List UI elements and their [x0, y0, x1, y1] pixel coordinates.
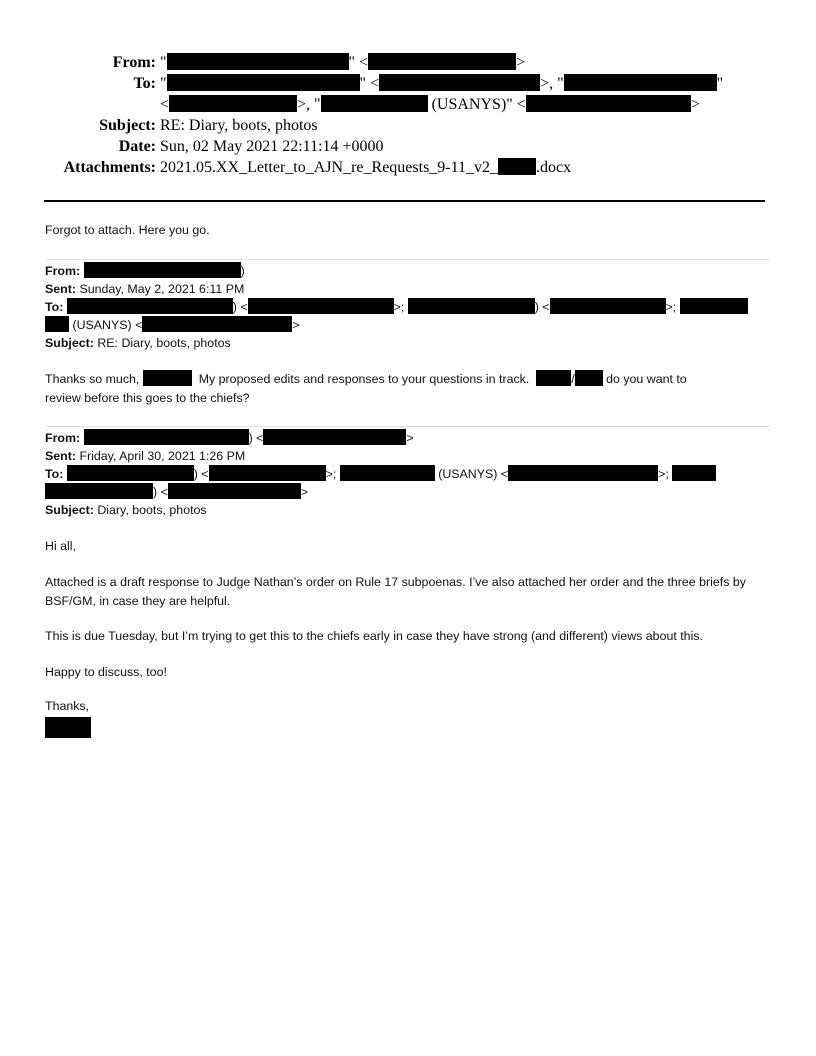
usanys-text: (USANYS): [431, 96, 507, 113]
reply-body: [45, 221, 775, 240]
message2-subject: RE: Diary, boots, photos: [97, 336, 231, 350]
message2-body: Thanks so much, My proposed edits and responses to your questions in track. / do you want to review before this goes to the chiefs?: [45, 372, 687, 405]
redaction: [45, 717, 91, 738]
redaction: [45, 483, 153, 499]
redaction: [167, 74, 360, 91]
signoff: Thanks,: [45, 699, 90, 713]
redaction: [526, 95, 691, 112]
redaction: [167, 53, 349, 70]
message3-sent: Friday, April 30, 2021 1:26 PM: [79, 449, 246, 463]
header-attachments-row: [0, 157, 816, 178]
message2-meta: From: ) Sent: Sunday, May 2, 2021 6:11 PM To: ) < >; ) < >; (USANYS) < > Subject: RE: Diary, boots, photos: [45, 262, 775, 352]
redaction: [536, 370, 571, 386]
reply-text: Forgot to attach. Here you go.: [45, 223, 210, 237]
header-date-row: [0, 136, 816, 157]
date-value: Sun, 02 May 2021 22:11:14 +0000: [160, 138, 384, 155]
email-header: From: " " < > To: " " < >, " " < >, " (USANYS)" < > Subject: RE: Diary, boots, photos Date: Sun, 02 May 2021 22:11:14 +0000 Attachments: 2021.05.XX_Letter_to_AJN_re_Requests_9-11_v2_ .docx: [0, 52, 816, 178]
message2-sent: Sunday, May 2, 2021 6:11 PM: [79, 282, 245, 296]
redaction: [680, 298, 748, 314]
redaction: [672, 465, 716, 481]
redaction: [263, 429, 406, 445]
paragraph: Attached is a draft response to Judge Nathan’s order on Rule 17 subpoenas. I’ve also attached her order and the three briefs by BSF/GM, in case they are helpful.: [45, 575, 746, 608]
redaction: [321, 95, 428, 112]
from-label: From:: [112, 54, 156, 71]
redaction: [142, 316, 292, 332]
redaction: [550, 298, 666, 314]
redaction: [168, 483, 301, 499]
header-divider: [44, 200, 765, 202]
attachment-link[interactable]: 2021.05.XX_Letter_to_AJN_re_Requests_9-11_v2_ .docx: [160, 159, 572, 176]
redaction: [575, 370, 603, 386]
paragraph: Happy to discuss, too!: [45, 665, 167, 679]
redaction: [143, 370, 192, 386]
date-label: Date:: [118, 138, 156, 155]
header-from-row: From: " " < >: [0, 52, 816, 73]
redaction: [408, 298, 535, 314]
redaction: [67, 298, 233, 314]
redaction: [84, 262, 241, 278]
header-to-row: To: " " < >, " ": [0, 73, 816, 94]
subject-label: Subject:: [99, 117, 156, 134]
redaction: [248, 298, 394, 314]
redaction: [209, 465, 326, 481]
redaction: [508, 465, 658, 481]
attachments-label: Attachments:: [63, 159, 156, 176]
header-subject-row: [0, 115, 816, 136]
subject-value: RE: Diary, boots, photos: [160, 117, 318, 134]
to-label: To:: [133, 75, 156, 92]
paragraph: This is due Tuesday, but I’m trying to get this to the chiefs early in case they have strong (and different) views about this.: [45, 629, 703, 643]
message-separator: [45, 426, 771, 427]
redaction: [379, 74, 540, 91]
message3-body: [45, 537, 775, 556]
redaction: [564, 74, 717, 91]
greeting: Hi all,: [45, 539, 76, 553]
redaction: [498, 158, 536, 175]
redaction: [67, 465, 194, 481]
redaction: [169, 95, 297, 112]
redaction: [340, 465, 435, 481]
redaction: [84, 429, 249, 445]
redaction: [368, 53, 516, 70]
redaction: [45, 316, 69, 332]
message-separator: [45, 259, 771, 260]
message3-subject: Diary, boots, photos: [97, 503, 207, 517]
message3-meta: From: ) < > Sent: Friday, April 30, 2021 1:26 PM To: ) < >; (USANYS) < >; ) < > Subject: Diary, boots, photos: [45, 429, 775, 519]
